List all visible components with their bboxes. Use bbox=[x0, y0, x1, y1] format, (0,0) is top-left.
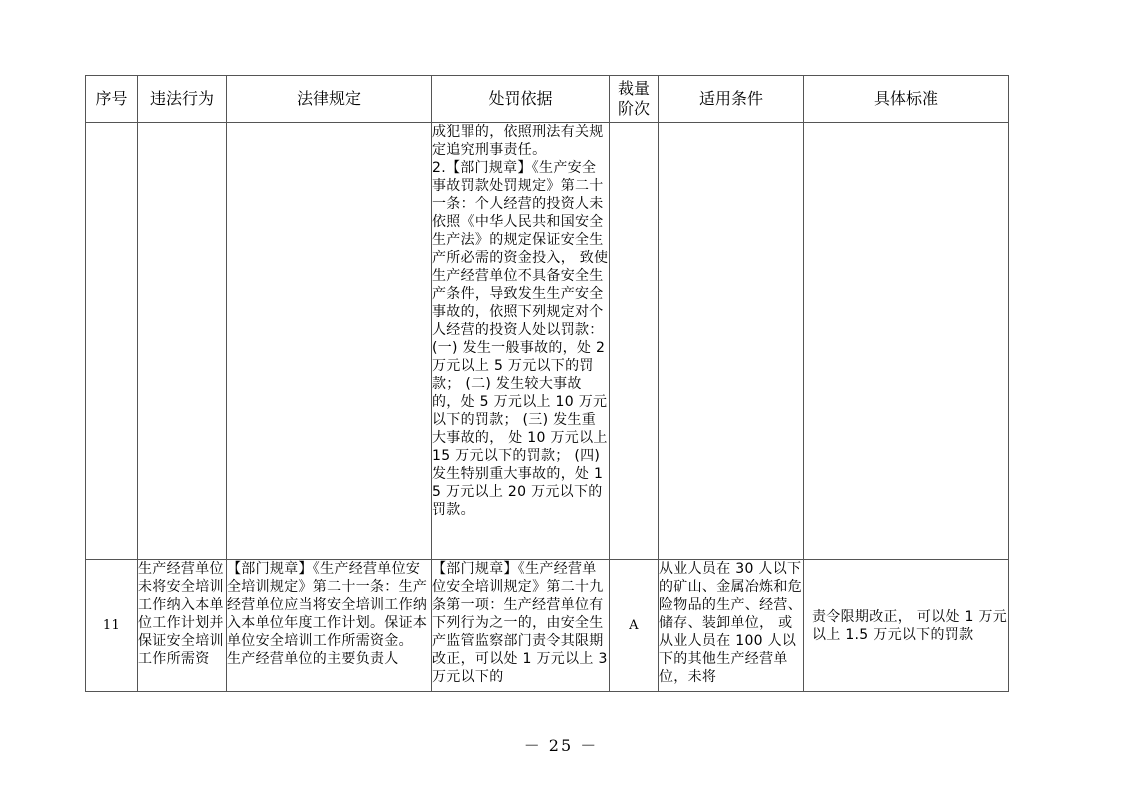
header-condition: 适用条件 bbox=[659, 76, 804, 123]
cell-condition: 从业人员在 30 人以下的矿山、金属冶炼和危险物品的生产、经营、储存、装卸单位， 或从业人员在 100 人以下的其他生产经营单位，未将 bbox=[659, 560, 804, 692]
cell-basis: 【部门规章】《生产经营单位安全培训规定》第二十九条第一项：生产经营单位有下列行为之一的，由安全生产监管监察部门责令其限期改正，可以处 1 万元以上 3 万元以下的 bbox=[432, 560, 610, 692]
cell-law bbox=[227, 560, 432, 692]
cell-index: 11 bbox=[86, 560, 138, 692]
cell-violation: 生产经营单位未将安全培训工作纳入本单位工作计划并保证安全培训工作所需资 bbox=[138, 560, 227, 692]
cell-level: A bbox=[610, 560, 659, 692]
basis-text: 成犯罪的，依照刑法有关规定追究刑事责任。 2.【部门规章】《生产安全事故罚款处罚规定》第二十一条：个人经营的投资人未依照《中华人民共和国安全生产法》的规定保证安全生产所必需的资金投入， 致使生产经营单位不具备安全生产条件，导致发生生产安全事故的，依照下列规定对个人经营的投资人处以罚款：(一) 发生一般事故的，处 2 万元以上 5 万元以下的罚款； (二) 发生较大事故的，处 5 万元以上 10 万元以下的罚款； (三) 发生重大事故的， 处 10 万元以上 15 万元以下的罚款； (四) 发生特别重大事故的，处 15 万元以上 20 万元以下的罚款。 bbox=[432, 124, 609, 518]
cell-law bbox=[227, 123, 432, 560]
cell-violation bbox=[138, 123, 227, 560]
table-row bbox=[86, 560, 1009, 692]
cell-basis bbox=[432, 123, 610, 560]
cell-level bbox=[610, 123, 659, 560]
header-basis: 处罚依据 bbox=[432, 76, 610, 123]
header-standard: 具体标准 bbox=[804, 76, 1009, 123]
cell-standard bbox=[804, 123, 1009, 560]
cell-index bbox=[86, 123, 138, 560]
penalty-table bbox=[85, 75, 1009, 692]
header-index: 序号 bbox=[86, 76, 138, 123]
table-row bbox=[86, 123, 1009, 560]
cell-standard: 责令限期改正， 可以处 1 万元以上 1.5 万元以下的罚款 bbox=[804, 560, 1009, 692]
header-law: 法律规定 bbox=[227, 76, 432, 123]
page-number: － 25 － bbox=[523, 736, 599, 755]
table-header-row bbox=[86, 76, 1009, 123]
header-violation: 违法行为 bbox=[138, 76, 227, 123]
cell-condition bbox=[659, 123, 804, 560]
header-level: 裁量阶次 bbox=[610, 76, 659, 123]
law-text: 【部门规章】《生产经营单位安全培训规定》第二十一条：生产经营单位应当将安全培训工作纳入本单位年度工作计划。保证本单位安全培训工作所需资金。 生产经营单位的主要负责人 bbox=[227, 561, 428, 667]
